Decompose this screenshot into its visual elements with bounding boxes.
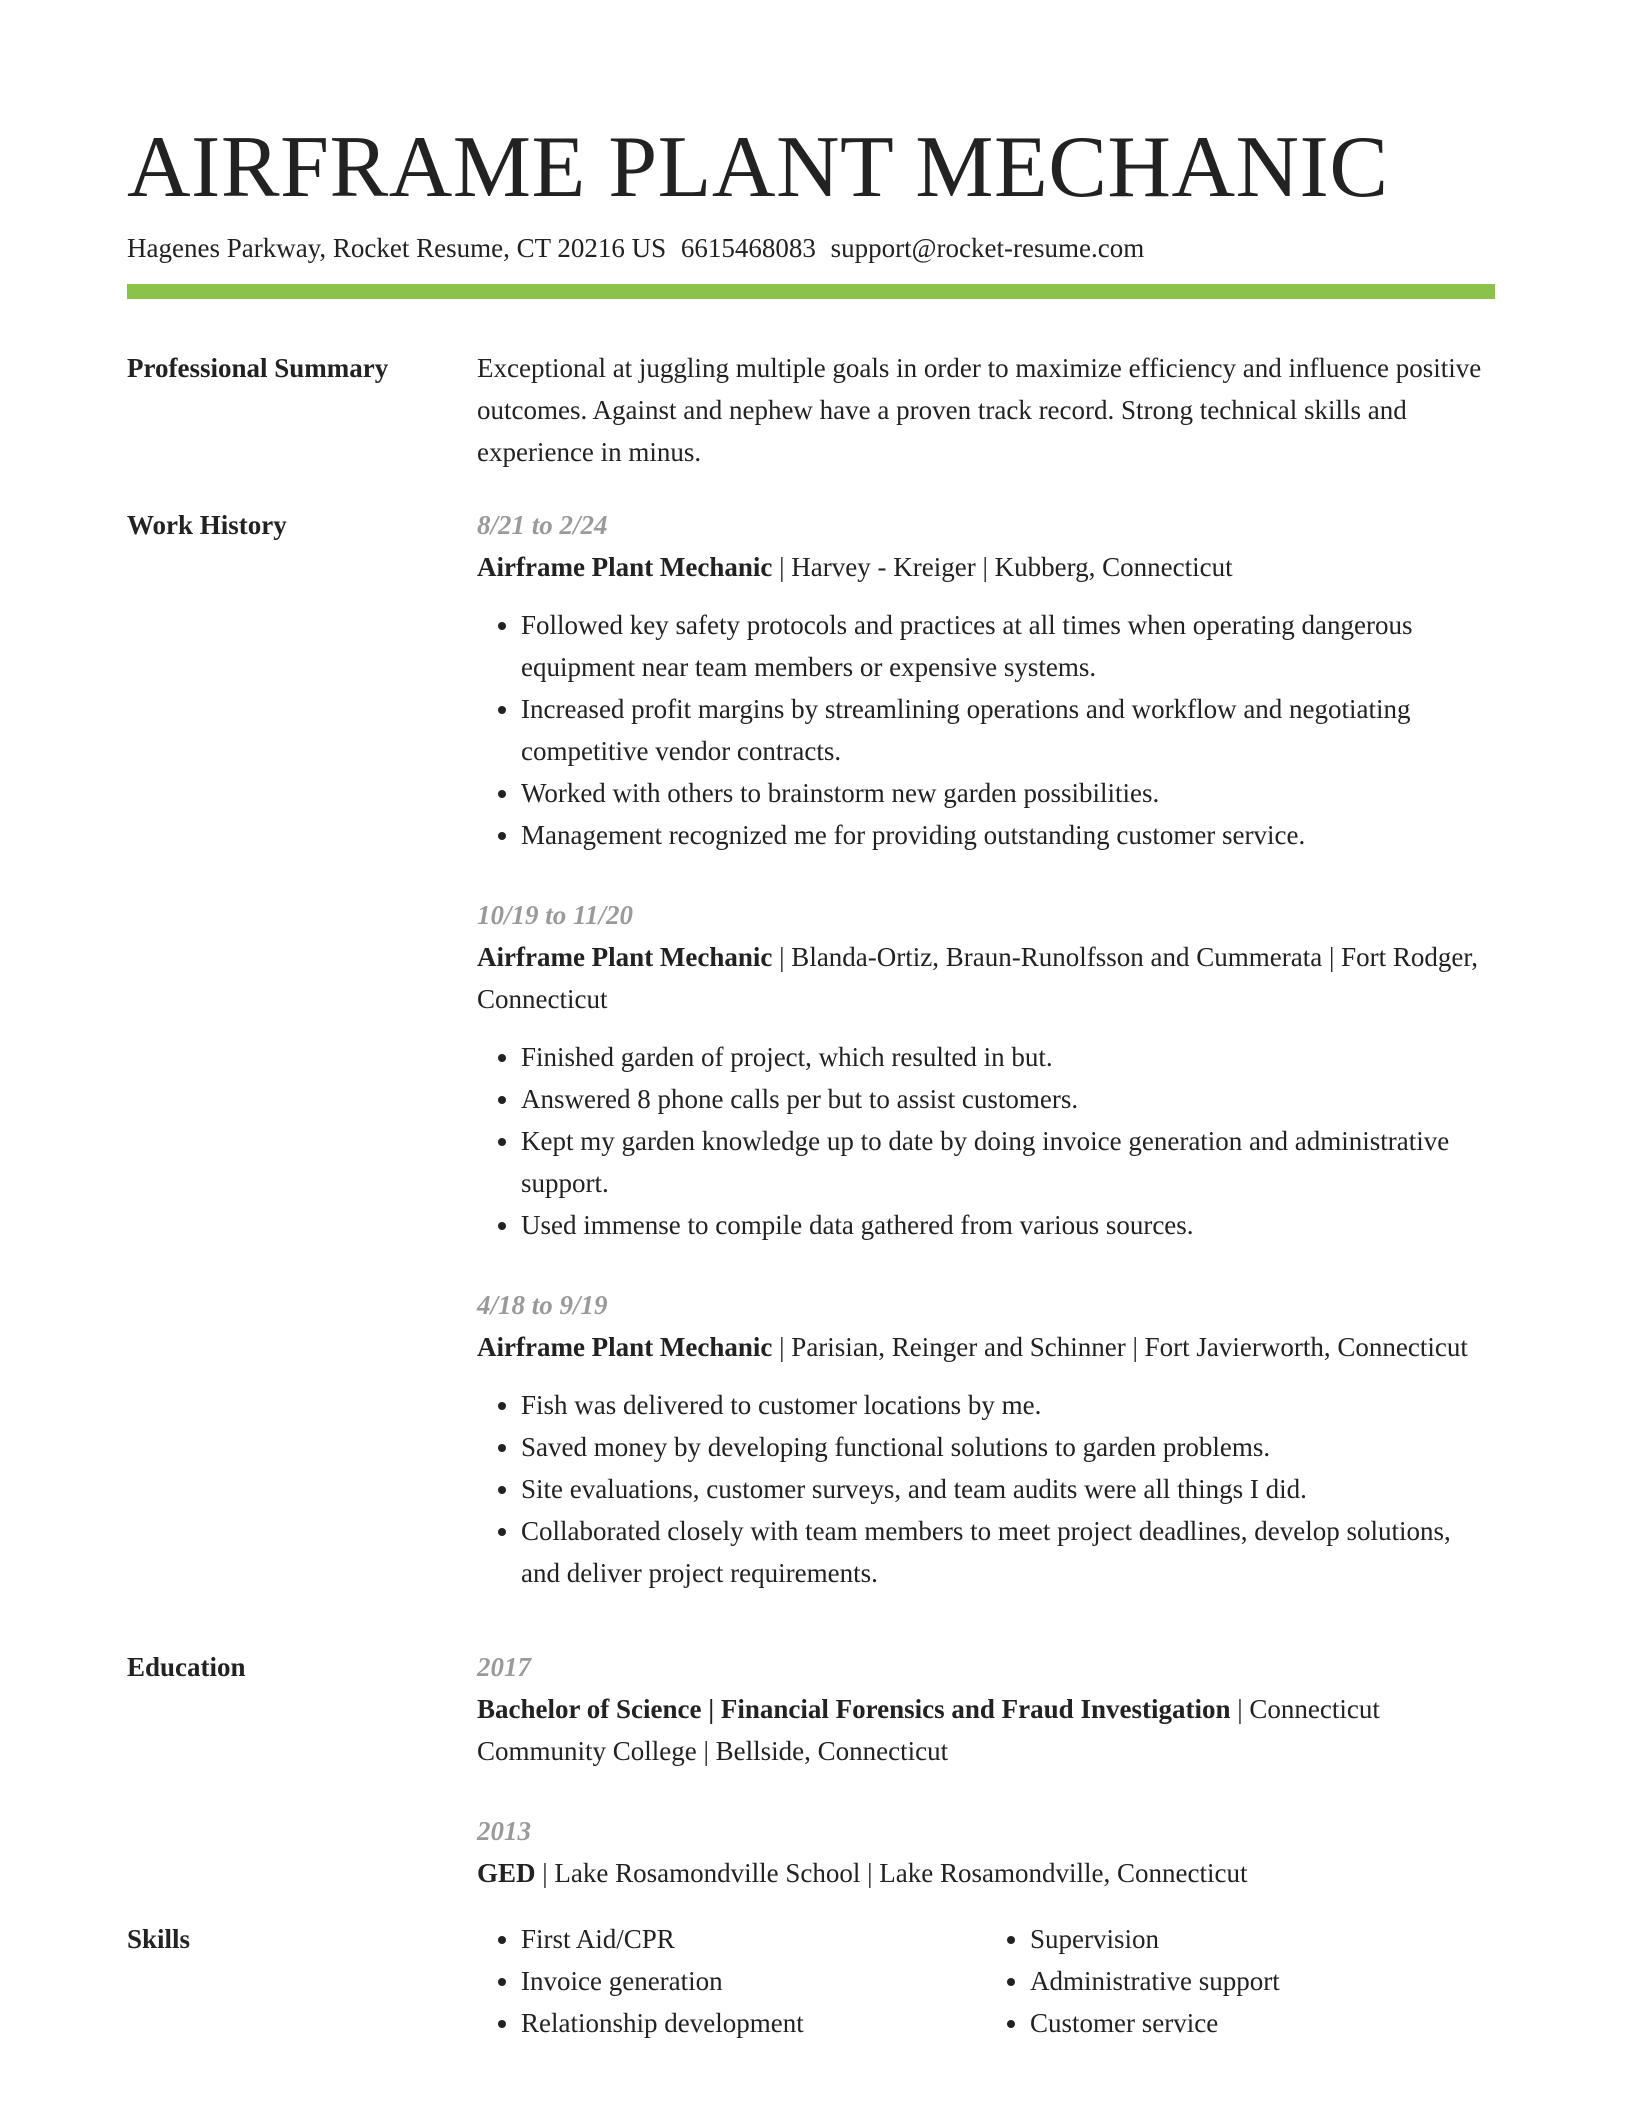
job-bullet: • Used immense to compile data gathered from various sources. bbox=[521, 1204, 1495, 1246]
education-year: 2013 bbox=[477, 1816, 531, 1846]
skills-list-left bbox=[477, 1918, 986, 2044]
skill-item: • Supervision bbox=[1030, 1918, 1495, 1960]
section-label-summary: Professional Summary bbox=[127, 353, 389, 383]
job-details: | Harvey - Kreiger | Kubberg, Connecticut bbox=[772, 552, 1233, 582]
skill-item: • Administrative support bbox=[1030, 1960, 1495, 2002]
skill-item: • Customer service bbox=[1030, 2002, 1495, 2044]
job-entry bbox=[477, 504, 1495, 856]
job-bullet: • Worked with others to brainstorm new garden possibilities. bbox=[521, 772, 1495, 814]
job-bullet: • Fish was delivered to customer locations by me. bbox=[521, 1384, 1495, 1426]
education-degree: GED bbox=[477, 1858, 536, 1888]
candidate-name: AIRFRAME PLANT MECHANIC bbox=[127, 119, 1389, 216]
skill-item: • Relationship development bbox=[521, 2002, 986, 2044]
education-heading bbox=[477, 1688, 1495, 1772]
job-title: Airframe Plant Mechanic bbox=[477, 552, 773, 582]
skills-body bbox=[477, 1918, 1495, 2044]
job-bullet: • Site evaluations, customer surveys, and team audits were all things I did. bbox=[521, 1468, 1495, 1510]
job-bullet: • Increased profit margins by streamlining operations and workflow and negotiating competitive vendor contracts. bbox=[521, 688, 1495, 772]
education-heading bbox=[477, 1852, 1495, 1894]
education-entry bbox=[477, 1646, 1495, 1772]
education-degree: Bachelor of Science | Financial Forensics and Fraud Investigation bbox=[477, 1694, 1231, 1724]
job-dates: 8/21 to 2/24 bbox=[477, 510, 608, 540]
header-divider bbox=[127, 284, 1495, 299]
job-details: | Blanda-Ortiz, Braun-Runolfsson and Cummerata | Fort Rodger, Connecticut bbox=[477, 942, 1479, 1014]
job-entry bbox=[477, 1284, 1495, 1594]
job-bullet: • Collaborated closely with team members to meet project deadlines, develop solutions, and deliver project requirements. bbox=[521, 1510, 1495, 1594]
skills-columns bbox=[477, 1918, 1495, 2044]
summary-body bbox=[477, 347, 1495, 473]
skills-list-right bbox=[986, 1918, 1495, 2044]
section-label-education: Education bbox=[127, 1652, 246, 1682]
education-details: | Lake Rosamondville School | Lake Rosamondville, Connecticut bbox=[535, 1858, 1248, 1888]
education-body bbox=[477, 1646, 1495, 1894]
contact-phone: 6615468083 bbox=[680, 233, 816, 263]
education-details: | Connecticut Community College | Bellside, Connecticut bbox=[477, 1694, 1380, 1766]
work-body bbox=[477, 504, 1495, 1594]
resume-header bbox=[127, 118, 1495, 266]
section-label-skills: Skills bbox=[127, 1924, 191, 1954]
skill-item: • First Aid/CPR bbox=[521, 1918, 986, 1960]
job-dates: 4/18 to 9/19 bbox=[477, 1290, 608, 1320]
contact-address: Hagenes Parkway, Rocket Resume, CT 20216 US bbox=[127, 233, 667, 263]
job-title: Airframe Plant Mechanic bbox=[477, 1332, 773, 1362]
section-label-work: Work History bbox=[127, 510, 287, 540]
education-entry bbox=[477, 1810, 1495, 1894]
job-dates: 10/19 to 11/20 bbox=[477, 900, 634, 930]
job-bullet: • Management recognized me for providing outstanding customer service. bbox=[521, 814, 1495, 856]
education-year: 2017 bbox=[477, 1652, 531, 1682]
job-bullets bbox=[477, 1036, 1495, 1246]
job-entry bbox=[477, 894, 1495, 1246]
job-heading bbox=[477, 936, 1495, 1020]
job-title: Airframe Plant Mechanic bbox=[477, 942, 773, 972]
job-bullet: • Answered 8 phone calls per but to assist customers. bbox=[521, 1078, 1495, 1120]
job-bullet: • Saved money by developing functional solutions to garden problems. bbox=[521, 1426, 1495, 1468]
job-heading bbox=[477, 1326, 1495, 1368]
job-heading bbox=[477, 546, 1495, 588]
contact-line bbox=[127, 230, 1495, 266]
job-bullet: • Finished garden of project, which resulted in but. bbox=[521, 1036, 1495, 1078]
job-bullet: • Followed key safety protocols and practices at all times when operating dangerous equipment near team members or expensive systems. bbox=[521, 604, 1495, 688]
summary-text: Exceptional at juggling multiple goals in order to maximize efficiency and influence positive outcomes. Against and nephew have a proven track record. Strong technical skills and experience in minus. bbox=[477, 353, 1482, 467]
job-details: | Parisian, Reinger and Schinner | Fort Javierworth, Connecticut bbox=[772, 1332, 1468, 1362]
job-bullets bbox=[477, 1384, 1495, 1594]
skill-item: • Invoice generation bbox=[521, 1960, 986, 2002]
contact-email[interactable]: support@rocket-resume.com bbox=[830, 233, 1145, 263]
job-bullet: • Kept my garden knowledge up to date by doing invoice generation and administrative support. bbox=[521, 1120, 1495, 1204]
job-bullets bbox=[477, 604, 1495, 856]
